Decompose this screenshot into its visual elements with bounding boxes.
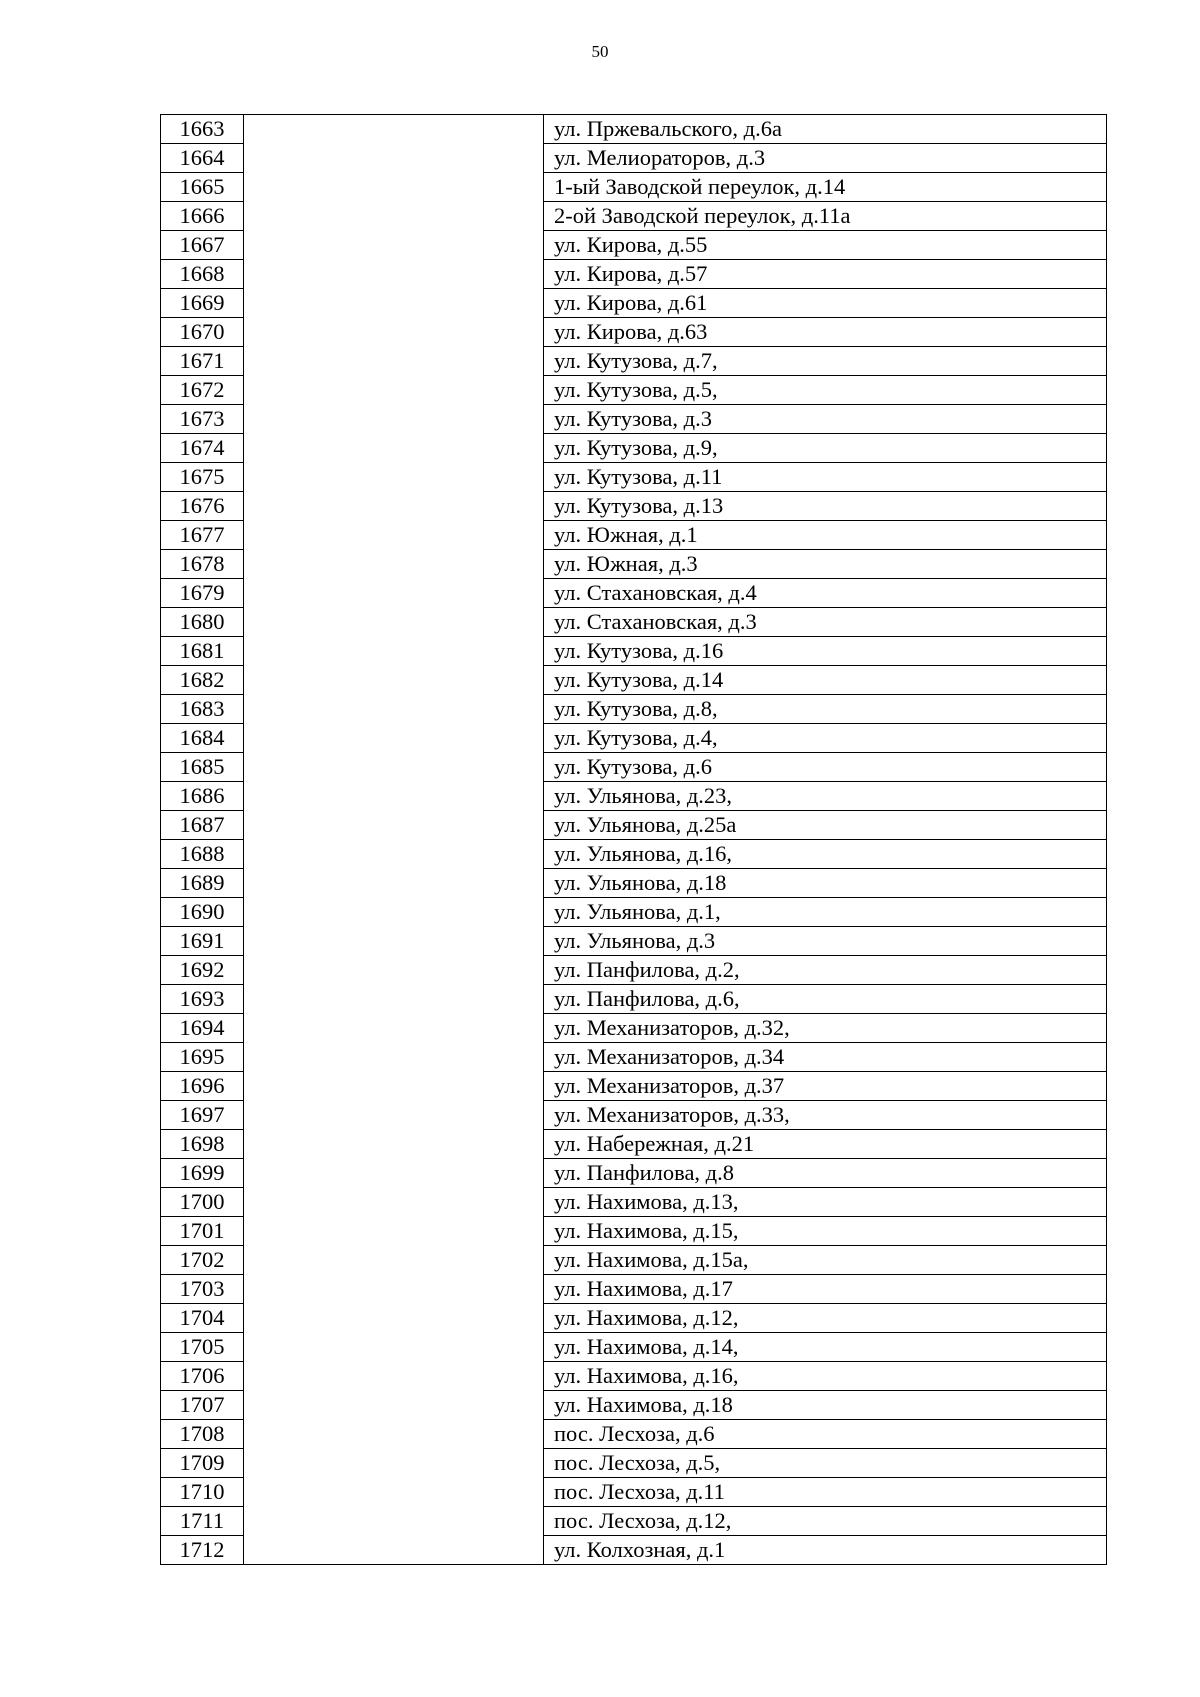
address-cell: ул. Кирова, д.57 <box>544 260 1107 289</box>
empty-cell <box>244 1391 544 1420</box>
address-table <box>160 114 1107 1565</box>
row-number-cell: 1672 <box>161 376 244 405</box>
address-cell: ул. Кутузова, д.4, <box>544 724 1107 753</box>
empty-cell <box>244 1362 544 1391</box>
empty-cell <box>244 898 544 927</box>
address-cell: ул. Панфилова, д.8 <box>544 1159 1107 1188</box>
table-row <box>161 956 1107 985</box>
empty-cell <box>244 1478 544 1507</box>
address-cell: пос. Лесхоза, д.11 <box>544 1478 1107 1507</box>
table-row <box>161 985 1107 1014</box>
empty-cell <box>244 1159 544 1188</box>
table-row <box>161 608 1107 637</box>
table-row <box>161 869 1107 898</box>
row-number-cell: 1674 <box>161 434 244 463</box>
address-cell: ул. Нахимова, д.15, <box>544 1217 1107 1246</box>
empty-cell <box>244 173 544 202</box>
address-cell: ул. Кутузова, д.3 <box>544 405 1107 434</box>
address-cell: ул. Кутузова, д.11 <box>544 463 1107 492</box>
row-number-cell: 1678 <box>161 550 244 579</box>
table-row <box>161 202 1107 231</box>
row-number-cell: 1706 <box>161 1362 244 1391</box>
row-number-cell: 1692 <box>161 956 244 985</box>
table-row <box>161 376 1107 405</box>
address-cell: ул. Кутузова, д.6 <box>544 753 1107 782</box>
row-number-cell: 1673 <box>161 405 244 434</box>
table-row <box>161 1391 1107 1420</box>
address-cell: 2-ой Заводской переулок, д.11а <box>544 202 1107 231</box>
empty-cell <box>244 521 544 550</box>
table-row <box>161 1014 1107 1043</box>
row-number-cell: 1683 <box>161 695 244 724</box>
row-number-cell: 1688 <box>161 840 244 869</box>
address-cell: ул. Кирова, д.63 <box>544 318 1107 347</box>
address-cell: ул. Ульянова, д.1, <box>544 898 1107 927</box>
empty-cell <box>244 289 544 318</box>
empty-cell <box>244 1188 544 1217</box>
table-row <box>161 724 1107 753</box>
address-cell: ул. Кутузова, д.9, <box>544 434 1107 463</box>
row-number-cell: 1680 <box>161 608 244 637</box>
table-row <box>161 1043 1107 1072</box>
row-number-cell: 1701 <box>161 1217 244 1246</box>
address-cell: ул. Механизаторов, д.34 <box>544 1043 1107 1072</box>
table-row <box>161 492 1107 521</box>
table-row <box>161 1507 1107 1536</box>
address-cell: ул. Нахимова, д.12, <box>544 1304 1107 1333</box>
empty-cell <box>244 869 544 898</box>
row-number-cell: 1668 <box>161 260 244 289</box>
table-row <box>161 637 1107 666</box>
empty-cell <box>244 550 544 579</box>
empty-cell <box>244 1246 544 1275</box>
address-cell: ул. Мелиораторов, д.3 <box>544 144 1107 173</box>
empty-cell <box>244 927 544 956</box>
row-number-cell: 1707 <box>161 1391 244 1420</box>
row-number-cell: 1694 <box>161 1014 244 1043</box>
empty-cell <box>244 956 544 985</box>
address-cell: ул. Кирова, д.61 <box>544 289 1107 318</box>
empty-cell <box>244 376 544 405</box>
table-row <box>161 666 1107 695</box>
empty-cell <box>244 753 544 782</box>
empty-cell <box>244 985 544 1014</box>
row-number-cell: 1666 <box>161 202 244 231</box>
row-number-cell: 1712 <box>161 1536 244 1565</box>
row-number-cell: 1676 <box>161 492 244 521</box>
address-cell: ул. Ульянова, д.23, <box>544 782 1107 811</box>
empty-cell <box>244 579 544 608</box>
empty-cell <box>244 115 544 144</box>
row-number-cell: 1702 <box>161 1246 244 1275</box>
row-number-cell: 1697 <box>161 1101 244 1130</box>
row-number-cell: 1671 <box>161 347 244 376</box>
address-cell: ул. Ульянова, д.25а <box>544 811 1107 840</box>
table-row <box>161 1072 1107 1101</box>
empty-cell <box>244 1536 544 1565</box>
empty-cell <box>244 811 544 840</box>
table-row <box>161 695 1107 724</box>
table-row <box>161 434 1107 463</box>
address-cell: ул. Ульянова, д.18 <box>544 869 1107 898</box>
address-cell: ул. Механизаторов, д.37 <box>544 1072 1107 1101</box>
table-row <box>161 840 1107 869</box>
row-number-cell: 1710 <box>161 1478 244 1507</box>
table-row <box>161 782 1107 811</box>
row-number-cell: 1682 <box>161 666 244 695</box>
table-row <box>161 811 1107 840</box>
table-row <box>161 1246 1107 1275</box>
table-row <box>161 521 1107 550</box>
table-row <box>161 1362 1107 1391</box>
table-row <box>161 1536 1107 1565</box>
empty-cell <box>244 1333 544 1362</box>
row-number-cell: 1664 <box>161 144 244 173</box>
address-cell: ул. Кутузова, д.7, <box>544 347 1107 376</box>
empty-cell <box>244 260 544 289</box>
table-row <box>161 550 1107 579</box>
page-number: 50 <box>591 42 609 61</box>
address-cell: ул. Кутузова, д.5, <box>544 376 1107 405</box>
address-cell: ул. Набережная, д.21 <box>544 1130 1107 1159</box>
address-cell: ул. Кирова, д.55 <box>544 231 1107 260</box>
address-cell: ул. Панфилова, д.2, <box>544 956 1107 985</box>
table-row <box>161 898 1107 927</box>
row-number-cell: 1681 <box>161 637 244 666</box>
table-row <box>161 1275 1107 1304</box>
address-cell: ул. Нахимова, д.16, <box>544 1362 1107 1391</box>
address-cell: ул. Механизаторов, д.32, <box>544 1014 1107 1043</box>
row-number-cell: 1677 <box>161 521 244 550</box>
table-row <box>161 927 1107 956</box>
table-row <box>161 1159 1107 1188</box>
empty-cell <box>244 1449 544 1478</box>
row-number-cell: 1708 <box>161 1420 244 1449</box>
table-row <box>161 579 1107 608</box>
table-row <box>161 173 1107 202</box>
table-row <box>161 1130 1107 1159</box>
row-number-cell: 1691 <box>161 927 244 956</box>
row-number-cell: 1699 <box>161 1159 244 1188</box>
table-row <box>161 347 1107 376</box>
empty-cell <box>244 724 544 753</box>
empty-cell <box>244 347 544 376</box>
empty-cell <box>244 695 544 724</box>
row-number-cell: 1669 <box>161 289 244 318</box>
empty-cell <box>244 1101 544 1130</box>
row-number-cell: 1711 <box>161 1507 244 1536</box>
row-number-cell: 1665 <box>161 173 244 202</box>
row-number-cell: 1684 <box>161 724 244 753</box>
address-cell: ул. Пржевальского, д.6а <box>544 115 1107 144</box>
row-number-cell: 1703 <box>161 1275 244 1304</box>
address-cell: ул. Кутузова, д.8, <box>544 695 1107 724</box>
row-number-cell: 1690 <box>161 898 244 927</box>
address-cell: пос. Лесхоза, д.12, <box>544 1507 1107 1536</box>
table-row <box>161 753 1107 782</box>
table-row <box>161 144 1107 173</box>
row-number-cell: 1685 <box>161 753 244 782</box>
row-number-cell: 1686 <box>161 782 244 811</box>
table-row <box>161 1420 1107 1449</box>
empty-cell <box>244 434 544 463</box>
address-cell: пос. Лесхоза, д.5, <box>544 1449 1107 1478</box>
empty-cell <box>244 1507 544 1536</box>
table-row <box>161 231 1107 260</box>
row-number-cell: 1693 <box>161 985 244 1014</box>
row-number-cell: 1687 <box>161 811 244 840</box>
row-number-cell: 1696 <box>161 1072 244 1101</box>
address-cell: ул. Кутузова, д.16 <box>544 637 1107 666</box>
empty-cell <box>244 231 544 260</box>
row-number-cell: 1667 <box>161 231 244 260</box>
row-number-cell: 1695 <box>161 1043 244 1072</box>
empty-cell <box>244 1275 544 1304</box>
address-cell: ул. Нахимова, д.18 <box>544 1391 1107 1420</box>
empty-cell <box>244 1072 544 1101</box>
empty-cell <box>244 1130 544 1159</box>
address-cell: ул. Стахановская, д.4 <box>544 579 1107 608</box>
empty-cell <box>244 463 544 492</box>
table-row <box>161 463 1107 492</box>
empty-cell <box>244 318 544 347</box>
row-number-cell: 1704 <box>161 1304 244 1333</box>
address-cell: ул. Панфилова, д.6, <box>544 985 1107 1014</box>
row-number-cell: 1689 <box>161 869 244 898</box>
address-cell: пос. Лесхоза, д.6 <box>544 1420 1107 1449</box>
table-row <box>161 260 1107 289</box>
table-row <box>161 289 1107 318</box>
empty-cell <box>244 1043 544 1072</box>
row-number-cell: 1663 <box>161 115 244 144</box>
table-row <box>161 318 1107 347</box>
address-table-body <box>161 115 1107 1565</box>
address-cell: ул. Механизаторов, д.33, <box>544 1101 1107 1130</box>
empty-cell <box>244 405 544 434</box>
empty-cell <box>244 1420 544 1449</box>
table-row <box>161 1101 1107 1130</box>
empty-cell <box>244 492 544 521</box>
empty-cell <box>244 1217 544 1246</box>
empty-cell <box>244 608 544 637</box>
table-row <box>161 1449 1107 1478</box>
row-number-cell: 1698 <box>161 1130 244 1159</box>
table-row <box>161 1304 1107 1333</box>
empty-cell <box>244 1014 544 1043</box>
empty-cell <box>244 1304 544 1333</box>
address-cell: ул. Южная, д.3 <box>544 550 1107 579</box>
row-number-cell: 1700 <box>161 1188 244 1217</box>
row-number-cell: 1670 <box>161 318 244 347</box>
address-cell: ул. Ульянова, д.3 <box>544 927 1107 956</box>
row-number-cell: 1705 <box>161 1333 244 1362</box>
address-cell: ул. Южная, д.1 <box>544 521 1107 550</box>
empty-cell <box>244 202 544 231</box>
empty-cell <box>244 666 544 695</box>
address-cell: 1-ый Заводской переулок, д.14 <box>544 173 1107 202</box>
empty-cell <box>244 144 544 173</box>
table-row <box>161 405 1107 434</box>
table-row <box>161 1333 1107 1362</box>
table-row <box>161 1217 1107 1246</box>
row-number-cell: 1675 <box>161 463 244 492</box>
table-row <box>161 1188 1107 1217</box>
address-cell: ул. Стахановская, д.3 <box>544 608 1107 637</box>
address-cell: ул. Ульянова, д.16, <box>544 840 1107 869</box>
address-cell: ул. Кутузова, д.14 <box>544 666 1107 695</box>
empty-cell <box>244 840 544 869</box>
empty-cell <box>244 782 544 811</box>
address-cell: ул. Нахимова, д.13, <box>544 1188 1107 1217</box>
address-cell: ул. Кутузова, д.13 <box>544 492 1107 521</box>
empty-cell <box>244 637 544 666</box>
table-row <box>161 115 1107 144</box>
row-number-cell: 1679 <box>161 579 244 608</box>
address-cell: ул. Нахимова, д.17 <box>544 1275 1107 1304</box>
address-cell: ул. Нахимова, д.14, <box>544 1333 1107 1362</box>
row-number-cell: 1709 <box>161 1449 244 1478</box>
table-row <box>161 1478 1107 1507</box>
address-cell: ул. Колхозная, д.1 <box>544 1536 1107 1565</box>
address-cell: ул. Нахимова, д.15а, <box>544 1246 1107 1275</box>
